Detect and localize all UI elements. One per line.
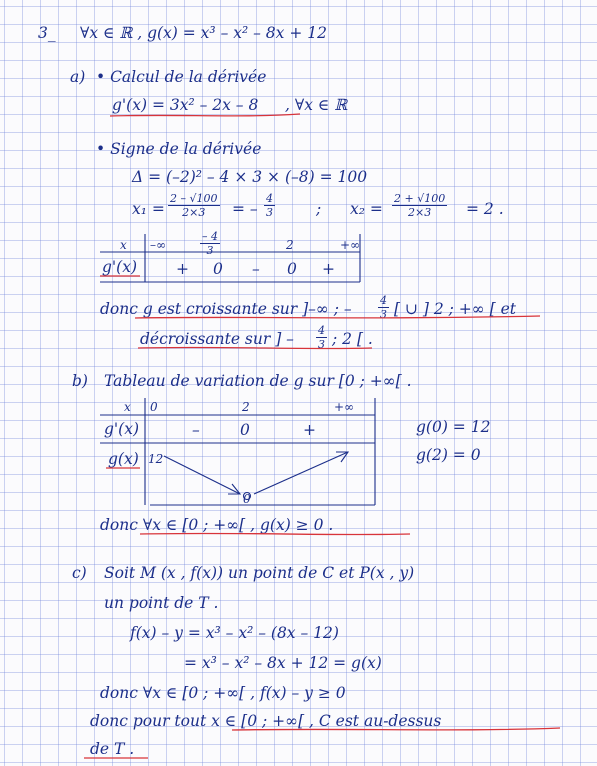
x1-value	[264, 192, 275, 219]
part-c-line-4: = x³ – x² – 8x + 12 = g(x)	[184, 654, 382, 672]
derivative-domain: , ∀x ∈ ℝ	[285, 96, 348, 114]
sign-table-root2: 2	[286, 238, 294, 252]
conclusion-increasing: donc g est croissante sur ]–∞ ; –	[100, 300, 352, 318]
sign-table-root1-num: – 4	[202, 230, 218, 243]
x1-equals: = –	[232, 200, 258, 218]
part-c-line-3: f(x) – y = x³ – x² – (8x – 12)	[130, 624, 339, 642]
x1-denominator: 2×3	[182, 206, 206, 219]
sign-title: • Signe de la dérivée	[96, 140, 262, 158]
problem-statement: ∀x ∈ ℝ , g(x) = x³ – x² – 8x + 12	[80, 24, 327, 42]
conclusion-decreasing-den: 3	[318, 338, 325, 351]
delta-line: Δ = (–2)² – 4 × 3 × (–8) = 100	[132, 168, 368, 186]
part-c-label: c)	[72, 564, 87, 582]
x1-numerator: 2 – √100	[170, 192, 218, 205]
sign-table-root1	[200, 230, 220, 257]
variation-table-g-label: g(x)	[108, 450, 139, 468]
variation-table-two: 2	[242, 400, 250, 414]
conclusion-increasing-num: 4	[380, 294, 387, 307]
part-c-line-1: Soit M (x , f(x)) un point de C et P(x , y)	[104, 564, 415, 582]
variation-table-x-label: x	[124, 400, 131, 414]
roots-separator: ;	[316, 200, 322, 218]
sign-table-sign-4: 0	[287, 260, 297, 278]
x1-label: x₁ =	[132, 200, 165, 218]
sign-table-x-label: x	[120, 238, 127, 252]
conclusion-increasing-rest: [ ∪ ] 2 ; +∞ [ et	[394, 300, 517, 318]
conclusion-increasing-den: 3	[380, 308, 387, 321]
conclusion-decreasing: décroissante sur ] –	[140, 330, 294, 348]
sign-table-row-label: g'(x)	[102, 258, 138, 276]
g-at-two: g(2) = 0	[416, 446, 481, 464]
variation-table-deriv-sign-2: 0	[240, 421, 250, 439]
conclusion-decreasing-fraction	[316, 324, 327, 351]
sign-table-root1-den: 3	[206, 244, 214, 257]
x2-numerator: 2 + √100	[394, 192, 446, 205]
part-a-title: • Calcul de la dérivée	[96, 68, 267, 86]
variation-table-deriv-sign-3: +	[303, 421, 316, 439]
x2-fraction	[392, 192, 447, 219]
x2-value: = 2 .	[466, 200, 504, 218]
variation-table-g-start: 12	[148, 452, 164, 466]
variation-table-g-min: 0	[243, 492, 251, 506]
part-b-label: b)	[72, 372, 88, 390]
variation-table-zero: 0	[150, 400, 158, 414]
conclusion-decreasing-num: 4	[318, 324, 325, 337]
variation-table-deriv-label: g'(x)	[104, 420, 140, 438]
x1-fraction	[168, 192, 220, 219]
part-a-label: a)	[70, 68, 86, 86]
part-b-title: Tableau de variation de g sur [0 ; +∞[ .	[104, 372, 412, 390]
part-b-conclusion: donc ∀x ∈ [0 ; +∞[ , g(x) ≥ 0 .	[100, 516, 334, 534]
part-c-line-6: donc pour tout x ∈ [0 ; +∞[ , C est au-dessus	[90, 712, 442, 730]
sign-table-sign-3: –	[252, 260, 260, 278]
g-at-zero: g(0) = 12	[416, 418, 491, 436]
sign-table-sign-5: +	[322, 260, 335, 278]
sign-table-sign-1: +	[176, 260, 189, 278]
sign-table-sign-2: 0	[213, 260, 223, 278]
sign-table-plus-infinity: +∞	[340, 238, 361, 252]
conclusion-increasing-fraction	[378, 294, 389, 321]
part-c-line-5: donc ∀x ∈ [0 ; +∞[ , f(x) – y ≥ 0	[100, 684, 346, 702]
conclusion-decreasing-rest: ; 2 [ .	[332, 330, 373, 348]
derivative-expression: g'(x) = 3x² – 2x – 8	[112, 96, 259, 114]
x1-value-den: 3	[266, 206, 273, 219]
variation-table-deriv-sign-1: –	[192, 421, 200, 439]
x2-label: x₂ =	[350, 200, 383, 218]
part-c-line-7: de T .	[90, 740, 135, 758]
problem-number: 3_	[38, 24, 56, 42]
part-c-line-2: un point de T .	[104, 594, 219, 612]
variation-table-plus-infinity: +∞	[334, 400, 355, 414]
x2-denominator: 2×3	[408, 206, 432, 219]
sign-table-minus-infinity: –∞	[150, 238, 166, 252]
x1-value-num: 4	[266, 192, 273, 205]
